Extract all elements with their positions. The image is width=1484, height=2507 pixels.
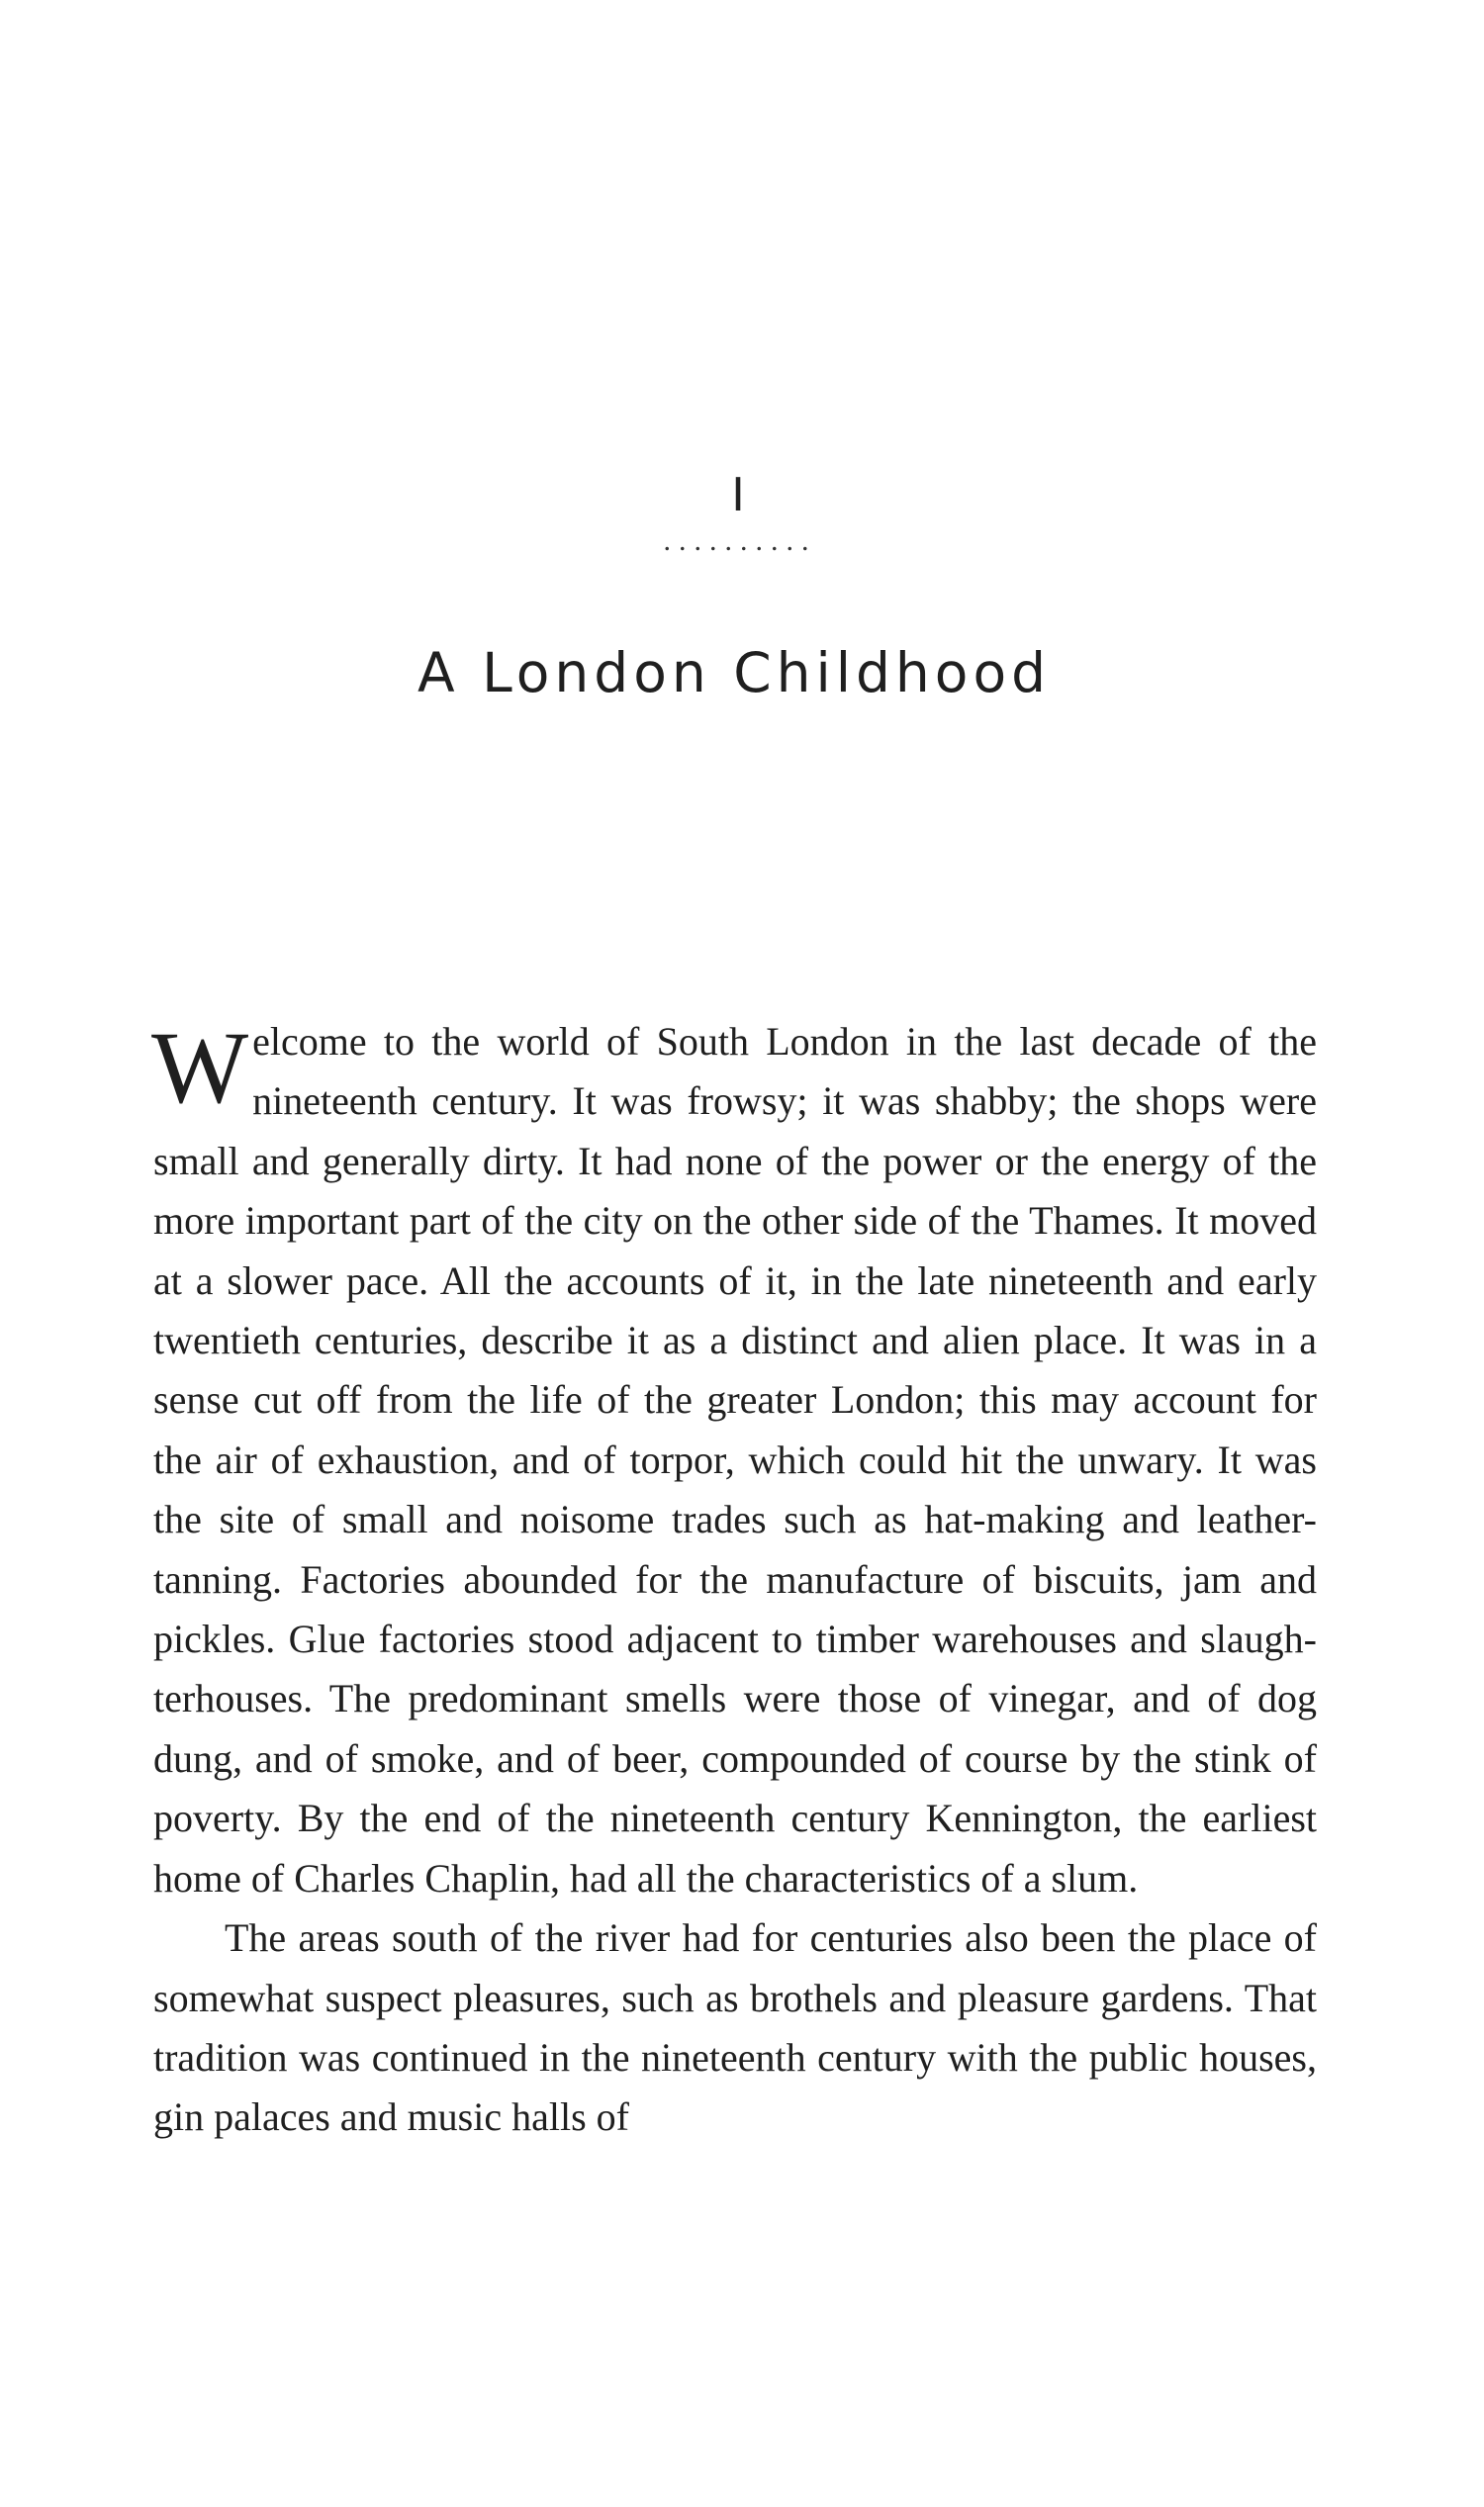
chapter-title: A London Childhood	[417, 641, 1051, 704]
paragraph-1-text: elcome to the world of South London in the last decade of the nineteenth century. It was frowsy; it was shabby; the shops were small and generally dirty. It had none of the power or the energy of the more important part of the city on the other side of the Thames. It moved at a slower pace. All the accounts of it, in the late nineteenth and early twentieth centuries, describe it as a distinct and alien place. It was in a sense cut off from the life of the greater London; this may account for the air of exhaustion, and of torpor, which could hit the unwary. It was the site of small and noisome trades such as hat-making and leather-tanning. Factories abounded for the manufacture of biscuits, jam and pickles. Glue factories stood adjacent to timber warehouses and slaughterhouses. The predominant smells were those of vinegar, and of dog dung, and of smoke, and of beer, compounded of course by the stink of poverty. By the end of the nineteenth century Kennington, the earliest home of Charles Chaplin, had all the characteristics of a slum.	[153, 1019, 1317, 1901]
drop-cap: W	[151, 1011, 249, 1125]
paragraph-2: The areas south of the river had for centuries also been the place of somewhat suspect pleasures, such as brothels and pleasure gardens. That tradition was continued in the nineteenth century with the public houses, gin palaces and music halls of	[153, 1915, 1317, 2140]
paragraph-1	[153, 1012, 1317, 1908]
chapter-ornament-dots: ..........	[663, 524, 817, 557]
chapter-number: I	[731, 468, 745, 521]
body-text	[153, 1012, 1317, 2148]
